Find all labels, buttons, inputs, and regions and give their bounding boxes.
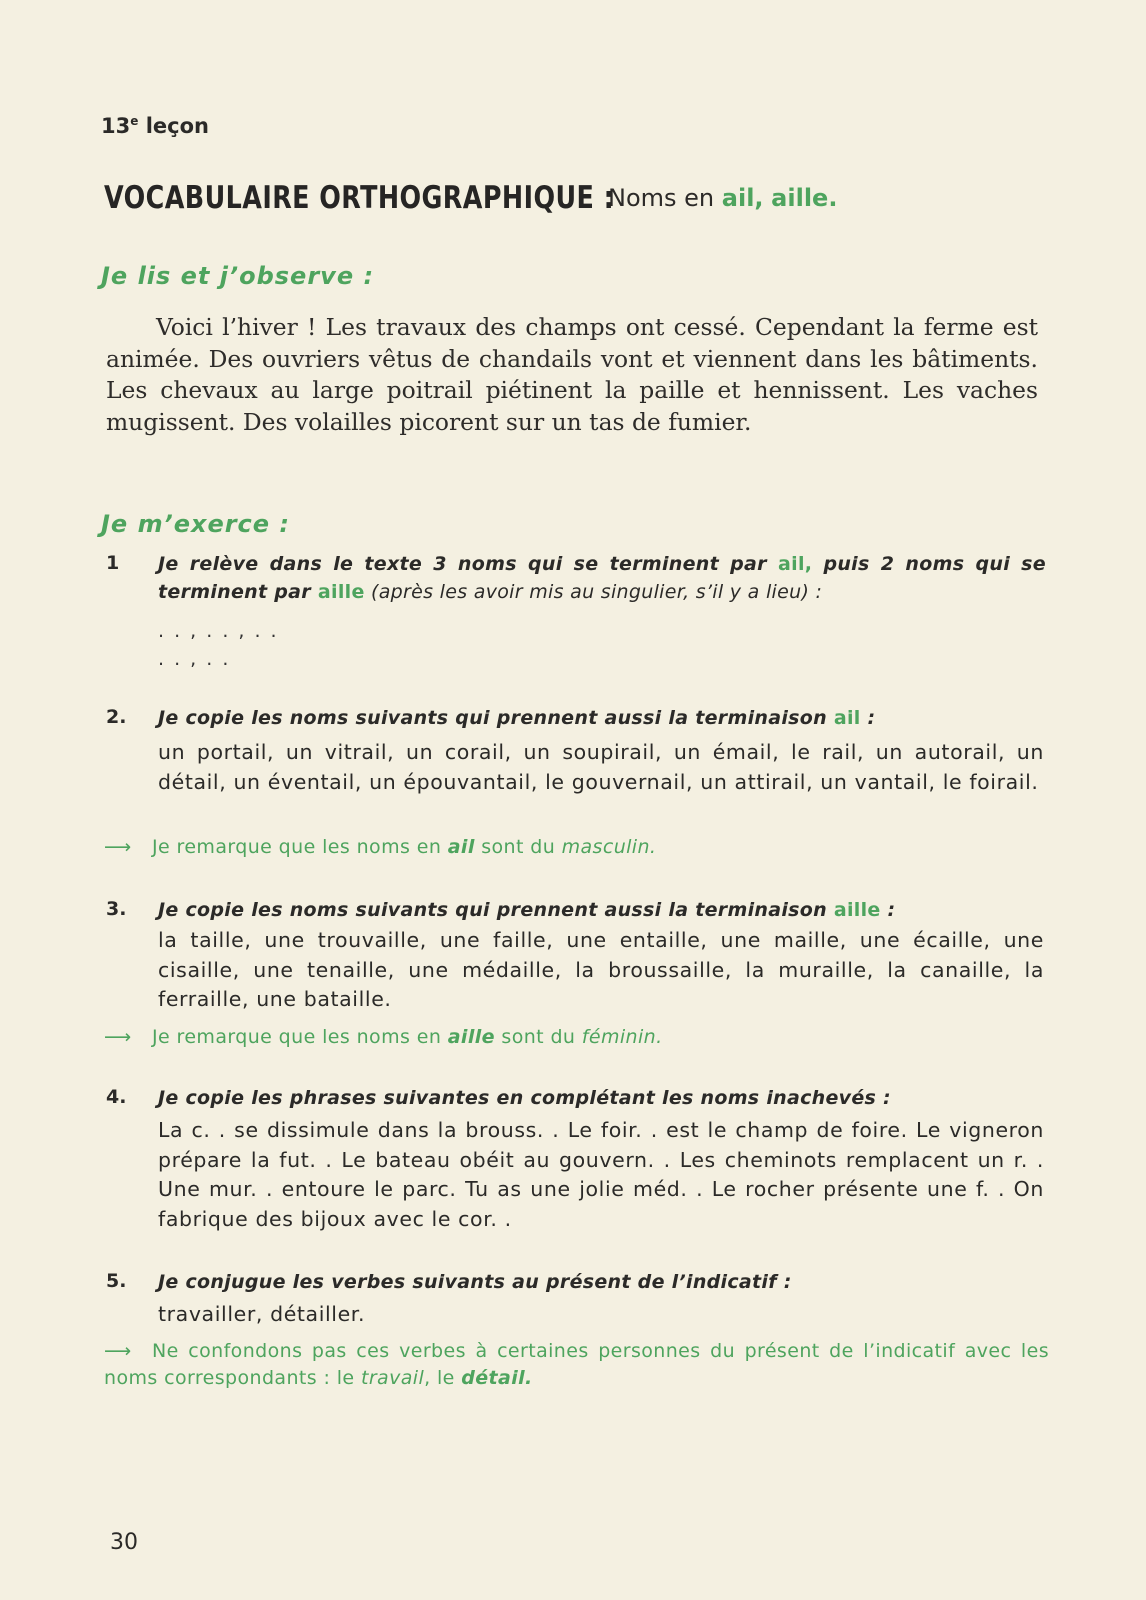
exercise-2-instruction: Je copie les noms suivants qui prennent aussi la terminaison ail : [158, 707, 876, 729]
exercise-4-sentences: La c. . se dissimule dans la brouss. . Le foir. . est le champ de foire. Le vigneron prépare la fut. . Le bateau obéit au gouvern. . Les cheminots remplacent un r. . Une mur. . entoure le parc. Tu as une jolie méd. . Le rocher présente une f. . On fabrique des bijoux avec le cor. . [158, 1118, 1044, 1231]
exercise-1-blanks-2: . . , . . [158, 648, 231, 670]
exercise-4-number: 4. [106, 1086, 127, 1108]
exercise-3-remark: ⟶ Je remarque que les noms en aille sont du féminin. [104, 1026, 663, 1048]
lesson-title [104, 180, 838, 216]
exercise-3-instruction: Je copie les noms suivants qui prennent aussi la terminaison aille : [158, 899, 896, 921]
exercise-1-instruction: Je relève dans le texte 3 noms qui se terminent par ail, puis 2 noms qui se terminent par aille (après les avoir mis au singulier, s’il y a lieu) : [158, 553, 1046, 603]
exercise-2-remark: ⟶ Je remarque que les noms en ail sont du masculin. [104, 836, 657, 858]
reading-text: Voici l’hiver ! Les travaux des champs ont cessé. Cependant la ferme est animée. Des ouvriers vêtus de chandails vont et viennent dans les bâtiments. Les chevaux au large poitrail piétinent la paille et hennissent. Les vaches mugissent. Des volailles picorent sur un tas de fumier. [106, 313, 1038, 436]
page-number: 30 [110, 1530, 138, 1555]
exercise-2-number: 2. [106, 706, 127, 728]
exercise-5-instruction: Je conjugue les verbes suivants au présent de l’indicatif : [158, 1271, 792, 1293]
exercise-2-words: un portail, un vitrail, un corail, un soupirail, un émail, le rail, un autorail, un détail, un éventail, un épouvantail, le gouvernail, un attirail, un vantail, le foirail. [158, 740, 1044, 794]
exercise-3-words: la taille, une trouvaille, une faille, une entaille, une maille, une écaille, une cisaille, une tenaille, une médaille, la broussaille, la muraille, la canaille, la ferraille, une bataille. [158, 928, 1044, 1011]
exercise-4-instruction: Je copie les phrases suivantes en complétant les noms inachevés : [158, 1087, 891, 1109]
exercise-3-number: 3. [106, 898, 127, 920]
section-heading-exercise: Je m’exerce : [101, 510, 291, 538]
exercise-5-words: travailler, détailler. [158, 1302, 366, 1326]
title-main: VOCABULAIRE ORTHOGRAPHIQUE : [104, 180, 615, 216]
exercise-5-number: 5. [106, 1270, 127, 1292]
title-subtitle: Noms en ail, aille. [608, 184, 838, 212]
exercise-1-number: 1 [106, 552, 120, 574]
lesson-label: 13e leçon [101, 114, 209, 138]
section-heading-observe: Je lis et j’observe : [101, 262, 375, 290]
exercise-1-blanks-1: . . , . . , . . [158, 620, 279, 642]
exercise-5-remark: ⟶ Ne confondons pas ces verbes à certaines personnes du présent de l’indicatif avec les noms correspondants : le travail, le détail. [104, 1340, 1049, 1389]
